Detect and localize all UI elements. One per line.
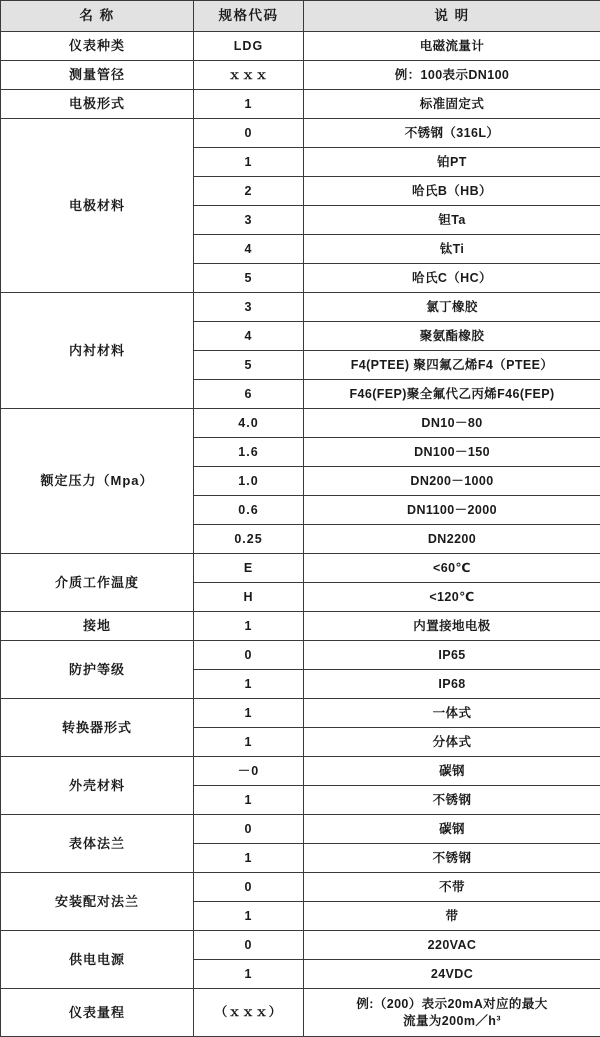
row-description-cell bbox=[304, 351, 600, 380]
description-line: 内置接地电极 bbox=[304, 618, 600, 635]
row-name-cell: 仪表种类 bbox=[1, 32, 194, 61]
row-code-cell: 0 bbox=[194, 119, 304, 148]
row-code-cell: 1 bbox=[194, 902, 304, 931]
description-line: 氯丁橡胶 bbox=[304, 299, 600, 316]
row-description-cell bbox=[304, 148, 600, 177]
row-description-cell bbox=[304, 380, 600, 409]
row-description-cell bbox=[304, 206, 600, 235]
row-description-cell bbox=[304, 583, 600, 612]
description-line: 不锈钢（316L） bbox=[304, 125, 600, 142]
row-description-cell bbox=[304, 293, 600, 322]
description-line: DN10－80 bbox=[304, 415, 600, 432]
description-line: 带 bbox=[304, 908, 600, 925]
row-description-cell bbox=[304, 989, 600, 1037]
row-code-cell: －0 bbox=[194, 757, 304, 786]
table-header bbox=[1, 1, 600, 32]
row-name-cell: 介质工作温度 bbox=[1, 554, 194, 612]
row-code-cell: 1 bbox=[194, 148, 304, 177]
description-line: <60℃ bbox=[304, 560, 600, 577]
row-code-cell: 0.25 bbox=[194, 525, 304, 554]
row-code-cell: 4.0 bbox=[194, 409, 304, 438]
table-row bbox=[1, 989, 600, 1037]
row-description-cell bbox=[304, 554, 600, 583]
row-description-cell bbox=[304, 960, 600, 989]
description-line: 不锈钢 bbox=[304, 792, 600, 809]
description-line: 220VAC bbox=[304, 937, 600, 954]
row-description-cell bbox=[304, 467, 600, 496]
description-line: 哈氏C（HC） bbox=[304, 270, 600, 287]
row-code-cell: 1 bbox=[194, 844, 304, 873]
row-description-cell bbox=[304, 32, 600, 61]
row-description-cell bbox=[304, 438, 600, 467]
description-line: F46(FEP)聚全氟代乙丙烯F46(FEP) bbox=[304, 386, 600, 403]
description-line: 流量为200m／h³ bbox=[304, 1013, 600, 1030]
description-line: 铂PT bbox=[304, 154, 600, 171]
row-code-cell: 1.0 bbox=[194, 467, 304, 496]
row-name-cell: 接地 bbox=[1, 612, 194, 641]
row-code-cell: 3 bbox=[194, 206, 304, 235]
header-row bbox=[1, 1, 600, 32]
description-line: 聚氨酯橡胶 bbox=[304, 328, 600, 345]
table-row bbox=[1, 641, 600, 670]
table-row bbox=[1, 699, 600, 728]
row-description-cell bbox=[304, 873, 600, 902]
description-line: 碳钢 bbox=[304, 821, 600, 838]
table-row bbox=[1, 61, 600, 90]
row-name-cell: 内衬材料 bbox=[1, 293, 194, 409]
row-code-cell: 0 bbox=[194, 873, 304, 902]
table-row bbox=[1, 757, 600, 786]
row-name-cell: 仪表量程 bbox=[1, 989, 194, 1037]
row-code-cell: 0.6 bbox=[194, 496, 304, 525]
row-description-cell bbox=[304, 757, 600, 786]
row-description-cell bbox=[304, 815, 600, 844]
header-description: 说 明 bbox=[304, 1, 600, 32]
table-row bbox=[1, 873, 600, 902]
row-code-cell: E bbox=[194, 554, 304, 583]
description-line: 钛Ti bbox=[304, 241, 600, 258]
row-code-cell: ｘｘｘ bbox=[194, 61, 304, 90]
row-description-cell bbox=[304, 612, 600, 641]
table-row bbox=[1, 931, 600, 960]
row-description-cell bbox=[304, 786, 600, 815]
description-line: 钽Ta bbox=[304, 212, 600, 229]
description-line: 电磁流量计 bbox=[304, 38, 600, 55]
row-code-cell: 1 bbox=[194, 728, 304, 757]
row-code-cell: 1.6 bbox=[194, 438, 304, 467]
table-row bbox=[1, 409, 600, 438]
table-row bbox=[1, 293, 600, 322]
row-description-cell bbox=[304, 641, 600, 670]
description-line: F4(PTEE) 聚四氟乙烯F4（PTEE） bbox=[304, 357, 600, 374]
row-code-cell: 1 bbox=[194, 960, 304, 989]
row-name-cell: 额定压力（Mpa） bbox=[1, 409, 194, 554]
description-line: DN2200 bbox=[304, 531, 600, 548]
header-name: 名 称 bbox=[1, 1, 194, 32]
description-line: 例：100表示DN100 bbox=[304, 67, 600, 84]
row-description-cell bbox=[304, 409, 600, 438]
description-line: 不带 bbox=[304, 879, 600, 896]
row-description-cell bbox=[304, 177, 600, 206]
row-description-cell bbox=[304, 844, 600, 873]
description-line: DN100－150 bbox=[304, 444, 600, 461]
row-description-cell bbox=[304, 902, 600, 931]
row-name-cell: 测量管径 bbox=[1, 61, 194, 90]
row-name-cell: 供电电源 bbox=[1, 931, 194, 989]
row-description-cell bbox=[304, 322, 600, 351]
header-code: 规格代码 bbox=[194, 1, 304, 32]
row-code-cell: 5 bbox=[194, 351, 304, 380]
description-line: 哈氏B（HB） bbox=[304, 183, 600, 200]
row-name-cell: 表体法兰 bbox=[1, 815, 194, 873]
row-code-cell: H bbox=[194, 583, 304, 612]
description-line: 分体式 bbox=[304, 734, 600, 751]
description-line: 不锈钢 bbox=[304, 850, 600, 867]
description-line: 一体式 bbox=[304, 705, 600, 722]
row-description-cell bbox=[304, 264, 600, 293]
row-code-cell: 0 bbox=[194, 931, 304, 960]
description-line: <120℃ bbox=[304, 589, 600, 606]
table-row bbox=[1, 90, 600, 119]
row-code-cell: 4 bbox=[194, 322, 304, 351]
row-code-cell: 0 bbox=[194, 641, 304, 670]
row-code-cell: 3 bbox=[194, 293, 304, 322]
row-description-cell bbox=[304, 699, 600, 728]
description-line: IP68 bbox=[304, 676, 600, 693]
row-description-cell bbox=[304, 670, 600, 699]
row-code-cell: 1 bbox=[194, 90, 304, 119]
table-row bbox=[1, 119, 600, 148]
row-code-cell: 1 bbox=[194, 699, 304, 728]
table-body bbox=[1, 32, 600, 1037]
row-description-cell bbox=[304, 728, 600, 757]
row-code-cell: 0 bbox=[194, 815, 304, 844]
row-name-cell: 防护等级 bbox=[1, 641, 194, 699]
row-name-cell: 电极材料 bbox=[1, 119, 194, 293]
row-description-cell bbox=[304, 119, 600, 148]
row-description-cell bbox=[304, 90, 600, 119]
row-name-cell: 电极形式 bbox=[1, 90, 194, 119]
row-code-cell: 1 bbox=[194, 786, 304, 815]
table-row bbox=[1, 32, 600, 61]
description-line: 碳钢 bbox=[304, 763, 600, 780]
table-row bbox=[1, 554, 600, 583]
row-code-cell: （ｘｘｘ） bbox=[194, 989, 304, 1037]
row-code-cell: 2 bbox=[194, 177, 304, 206]
row-code-cell: 5 bbox=[194, 264, 304, 293]
row-code-cell: 6 bbox=[194, 380, 304, 409]
description-line: IP65 bbox=[304, 647, 600, 664]
table-row bbox=[1, 612, 600, 641]
row-name-cell: 外壳材料 bbox=[1, 757, 194, 815]
row-description-cell bbox=[304, 496, 600, 525]
row-description-cell bbox=[304, 525, 600, 554]
description-line: 例:（200）表示20mA对应的最大 bbox=[304, 996, 600, 1013]
row-name-cell: 转换器形式 bbox=[1, 699, 194, 757]
table-row bbox=[1, 815, 600, 844]
row-description-cell bbox=[304, 61, 600, 90]
row-code-cell: 4 bbox=[194, 235, 304, 264]
row-name-cell: 安装配对法兰 bbox=[1, 873, 194, 931]
description-line: 标准固定式 bbox=[304, 96, 600, 113]
row-code-cell: 1 bbox=[194, 670, 304, 699]
row-code-cell: LDG bbox=[194, 32, 304, 61]
row-description-cell bbox=[304, 931, 600, 960]
description-line: DN200－1000 bbox=[304, 473, 600, 490]
description-line: DN1100－2000 bbox=[304, 502, 600, 519]
row-code-cell: 1 bbox=[194, 612, 304, 641]
row-description-cell bbox=[304, 235, 600, 264]
description-line: 24VDC bbox=[304, 966, 600, 983]
